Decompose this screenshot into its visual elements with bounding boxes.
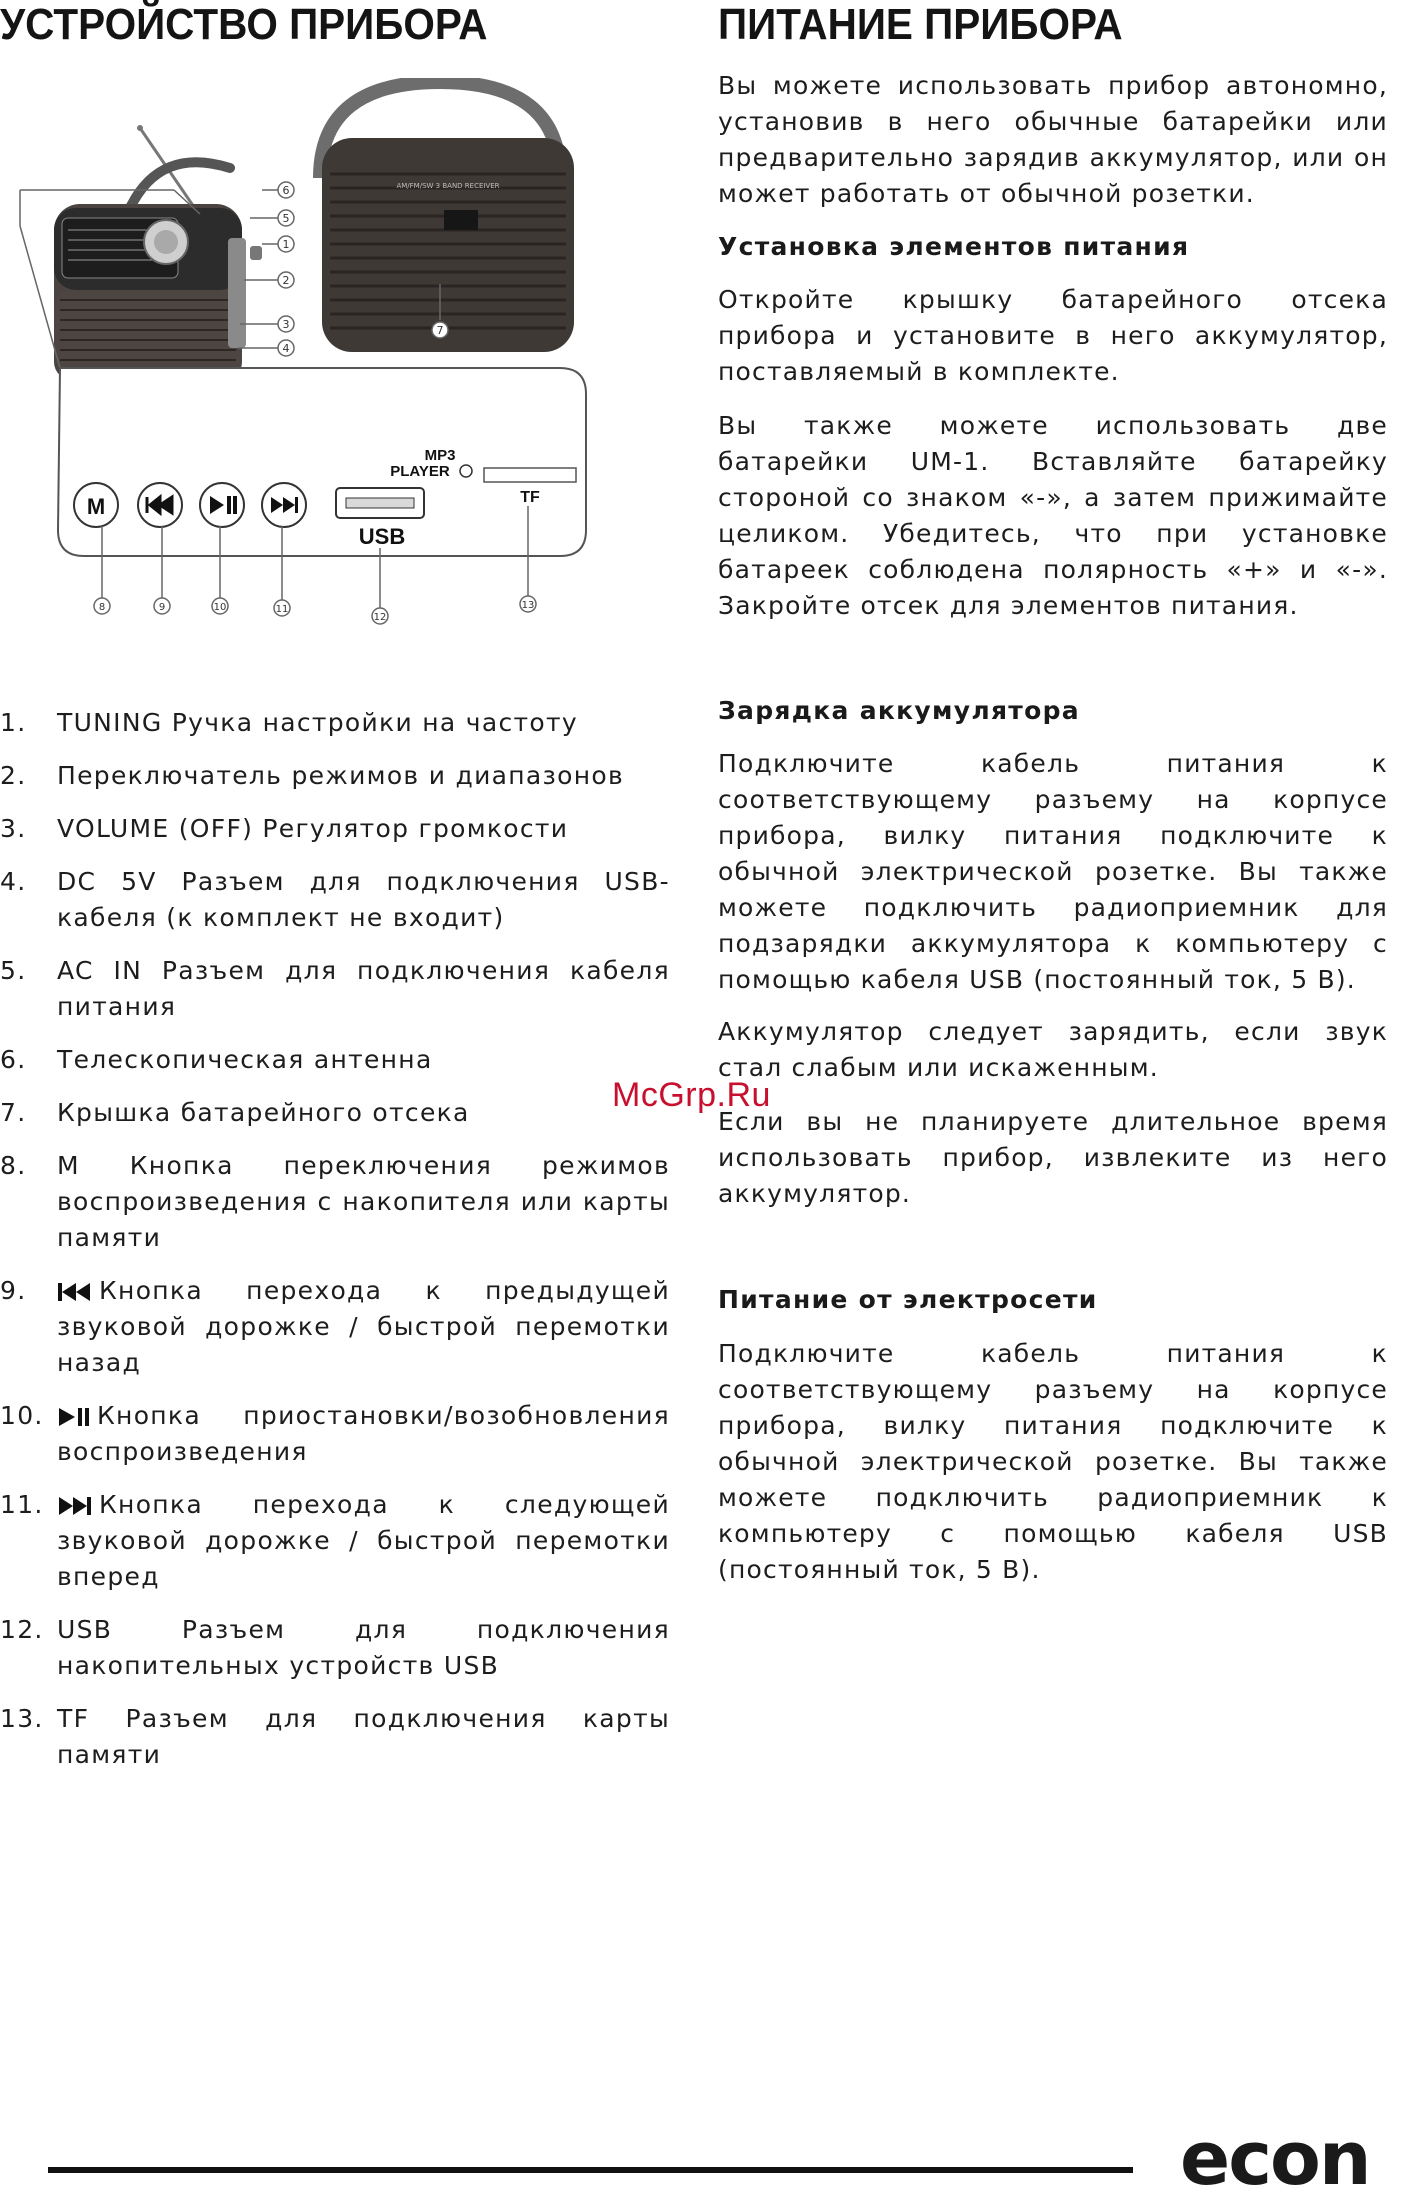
tf-slot: [484, 468, 576, 482]
tf-label: TF: [520, 489, 540, 506]
list-text: Кнопка перехода к следующей звуковой дорожке / быстрой перемотки вперед: [57, 1490, 670, 1591]
list-number: 1.: [0, 708, 27, 737]
mains-paragraph: Подключите кабель питания к соответствующему разъему на корпусе прибора, вилку питания подключите к обычной электрической розетке. Вы также можете подключить радиоприемник к компьютеру с помощью кабеля USB (постоянный ток, 5 В).: [718, 1339, 1388, 1584]
callout-1: 1: [282, 238, 290, 251]
list-number: 3.: [0, 814, 27, 843]
device-illustration: [0, 78, 680, 638]
callout-13: 13: [521, 600, 535, 611]
list-text: VOLUME (OFF) Регулятор громкости: [57, 814, 569, 843]
list-text: DC 5V Разъем для подключения USB-кабеля (к комплект не входит): [57, 867, 670, 932]
list-number: 10.: [0, 1401, 44, 1430]
list-number: 13.: [0, 1704, 44, 1733]
callout-11: 11: [275, 604, 289, 615]
callout-5: 5: [282, 212, 290, 225]
callout-6: 6: [282, 184, 290, 197]
footer-divider: [48, 2167, 1133, 2173]
install-paragraph-1: Откройте крышку батарейного отсека прибора и установите в него аккумулятор, поставляемый в комплекте.: [718, 285, 1388, 386]
list-number: 12.: [0, 1615, 44, 1644]
install-paragraph-2: Вы также можете использовать две батарейки UM-1. Вставляйте батарейку стороной со знаком «-», а затем прижимайте целиком. Убедитесь, что при установке батареек соблюдена полярность «+» и «-». Закройте отсек для элементов питания.: [718, 411, 1388, 620]
callout-12: 12: [373, 612, 387, 623]
previous-track-icon: [57, 1281, 93, 1303]
list-text: M Кнопка переключения режимов воспроизведения с накопителя или карты памяти: [57, 1151, 670, 1252]
watermark: McGrp.Ru: [612, 1076, 771, 1114]
list-text: USB Разъем для подключения накопительных устройств USB: [57, 1615, 670, 1680]
list-text: Телескопическая антенна: [57, 1045, 433, 1074]
list-text: AC IN Разъем для подключения кабеля питания: [57, 956, 670, 1021]
next-track-icon: [57, 1495, 93, 1517]
intro-paragraph: Вы можете использовать прибор автономно, установив в него обычные батарейки или предварительно зарядив аккумулятор, или он может работать от обычной розетки.: [718, 71, 1388, 208]
page-title-power: ПИТАНИЕ ПРИБОРА: [718, 0, 1123, 49]
list-number: 5.: [0, 956, 27, 985]
callout-2: 2: [282, 274, 290, 287]
install-heading: Установка элементов питания: [718, 232, 1190, 261]
callout-8: 8: [98, 602, 106, 613]
charging-paragraph-1: Подключите кабель питания к соответствующему разъему на корпусе прибора, вилку питания подключите к обычной электрической розетке. Вы также можете подключить радиоприемник для подзарядки аккумулятора к компьютеру с помощью кабеля USB (постоянный ток, 5 В).: [718, 749, 1388, 994]
charging-paragraph-3: Если вы не планируете длительное время использовать прибор, извлеките из него аккумулятор.: [718, 1107, 1388, 1208]
callout-7: 7: [436, 324, 444, 337]
list-number: 7.: [0, 1098, 27, 1127]
callout-4: 4: [282, 342, 290, 355]
list-text: TUNING Ручка настройки на частоту: [57, 708, 578, 737]
radio-back-view: [320, 82, 574, 352]
callout-3: 3: [282, 318, 290, 331]
callout-9: 9: [158, 602, 166, 613]
callout-10: 10: [213, 602, 227, 613]
list-number: 11.: [0, 1490, 44, 1519]
list-number: 2.: [0, 761, 27, 790]
list-text: Кнопка перехода к предыдущей звуковой дорожке / быстрой перемотки назад: [57, 1276, 670, 1377]
list-text: Кнопка приостановки/возобновления воспроизведения: [57, 1401, 670, 1466]
list-number: 9.: [0, 1276, 27, 1305]
charging-paragraph-2: Аккумулятор следует зарядить, если звук стал слабым или искаженным.: [718, 1017, 1388, 1082]
list-number: 8.: [0, 1151, 27, 1180]
radio-front-view: [54, 125, 262, 380]
list-text: TF Разъем для подключения карты памяти: [57, 1704, 670, 1769]
list-text: Переключатель режимов и диапазонов: [57, 761, 624, 790]
charging-heading: Зарядка аккумулятора: [718, 696, 1080, 725]
usb-label: USB: [358, 524, 406, 549]
control-panel: [58, 368, 586, 556]
list-text: Крышка батарейного отсека: [57, 1098, 470, 1127]
mains-heading: Питание от электросети: [718, 1285, 1098, 1314]
mp3-label: MP3: [424, 447, 456, 464]
play-pause-icon: [57, 1406, 91, 1428]
player-label: PLAYER: [390, 463, 450, 480]
receiver-label: AM/FM/SW 3 BAND RECEIVER: [396, 182, 500, 190]
list-number: 4.: [0, 867, 27, 896]
logo-text: econ: [1180, 2128, 1370, 2190]
m-button-label: M: [86, 494, 106, 519]
econ-logo: [1180, 2128, 1416, 2190]
list-number: 6.: [0, 1045, 27, 1074]
page-title-device: УСТРОЙСТВО ПРИБОРА: [0, 0, 488, 49]
